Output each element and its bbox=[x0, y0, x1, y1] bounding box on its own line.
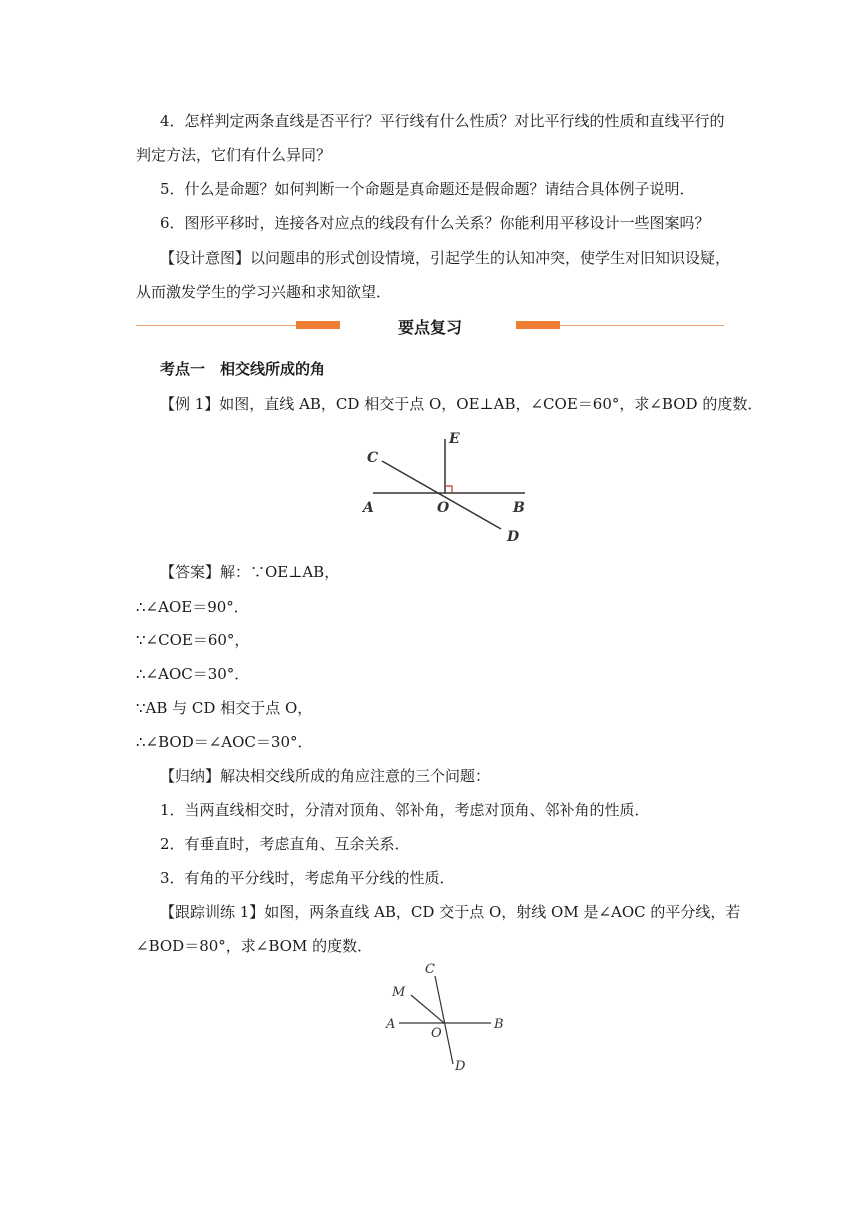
line-cd bbox=[382, 461, 501, 529]
summary-item-2: 2．有垂直时，考虑直角、互余关系． bbox=[160, 835, 410, 853]
label-a: A bbox=[386, 1017, 396, 1032]
summary-title: 【归纳】解决相交线所成的角应注意的三个问题： bbox=[160, 767, 491, 785]
practice-line2: ∠BOD＝80°，求∠BOM 的度数． bbox=[136, 937, 373, 955]
label-d: D bbox=[455, 1059, 466, 1074]
label-b: B bbox=[513, 500, 525, 516]
summary-item-1: 1．当两直线相交时，分清对顶角、邻补角，考虑对顶角、邻补角的性质． bbox=[160, 801, 650, 819]
practice-line1: 【跟踪训练 1】如图，两条直线 AB，CD 交于点 O，射线 OM 是∠AOC 的平分线，若 bbox=[160, 903, 741, 921]
answer-line-5: ∵AB 与 CD 相交于点 O， bbox=[136, 699, 313, 717]
label-o: O bbox=[437, 500, 450, 516]
answer-line-1: 【答案】解：∵OE⊥AB， bbox=[160, 563, 340, 581]
ray-om bbox=[411, 995, 444, 1023]
design-intent-line1: 【设计意图】以问题串的形式创设情境，引起学生的认知冲突，使学生对旧知识设疑， bbox=[160, 249, 731, 267]
question-4-line1: 4．怎样判定两条直线是否平行？平行线有什么性质？对比平行线的性质和直线平行的 bbox=[160, 112, 725, 130]
section-bar-right bbox=[516, 321, 560, 329]
answer-line-6: ∴∠BOD＝∠AOC＝30°． bbox=[136, 733, 313, 751]
section-title: 要点复习 bbox=[397, 318, 462, 337]
example-1: 【例 1】如图，直线 AB，CD 相交于点 O，OE⊥AB，∠COE＝60°，求∠BOD 的度数． bbox=[160, 395, 763, 413]
label-b: B bbox=[494, 1017, 504, 1032]
section-rule-right bbox=[560, 325, 724, 326]
answer-line-4: ∴∠AOC＝30°． bbox=[136, 665, 250, 683]
right-angle-marker bbox=[445, 486, 452, 493]
answer-line-3: ∵∠COE＝60°， bbox=[136, 631, 250, 649]
label-a: A bbox=[363, 500, 374, 516]
section-header bbox=[136, 314, 724, 338]
label-o: O bbox=[431, 1026, 442, 1041]
label-c: C bbox=[367, 450, 379, 466]
line-cd bbox=[435, 976, 453, 1064]
question-6: 6．图形平移时，连接各对应点的线段有什么关系？你能利用平移设计一些图案吗？ bbox=[160, 214, 710, 232]
answer-line-2: ∴∠AOE＝90°． bbox=[136, 598, 249, 616]
label-e: E bbox=[449, 431, 460, 447]
question-5: 5．什么是命题？如何判断一个命题是真命题还是假命题？请结合具体例子说明． bbox=[160, 180, 695, 198]
figure-1 bbox=[355, 425, 540, 550]
design-intent-line2: 从而激发学生的学习兴趣和求知欲望． bbox=[136, 283, 392, 301]
topic-heading: 考点一 相交线所成的角 bbox=[160, 360, 326, 378]
label-m: M bbox=[392, 985, 406, 1000]
label-c: C bbox=[425, 962, 435, 977]
question-4-line2: 判定方法，它们有什么异同？ bbox=[136, 146, 332, 164]
figure-2 bbox=[383, 958, 513, 1076]
summary-item-3: 3．有角的平分线时，考虑角平分线的性质． bbox=[160, 869, 455, 887]
label-d: D bbox=[507, 529, 520, 545]
